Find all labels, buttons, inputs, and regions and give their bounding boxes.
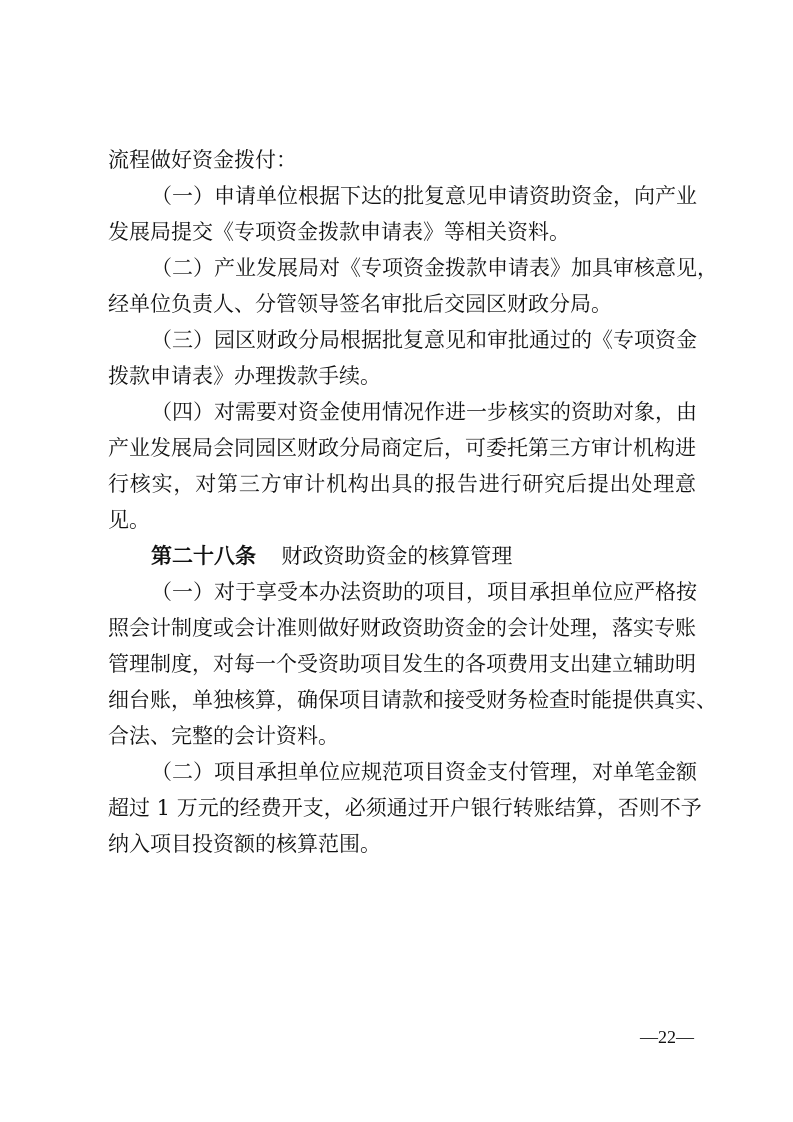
text-line: （一）对于享受本办法资助的项目，项目承担单位应严格按 [151, 580, 697, 604]
text-line: （二）产业发展局对《专项资金拨款申请表》加具审核意见， [151, 256, 718, 280]
text-line: （四）对需要对资金使用情况作进一步核实的资助对象，由 [151, 400, 697, 424]
text-line: 管理制度，对每一个受资助项目发生的各项费用支出建立辅助明 [108, 652, 696, 676]
article-number: 第二十八条 [151, 543, 256, 568]
text-line: 细台账，单独核算，确保项目请款和接受财务检查时能提供真实、 [108, 688, 717, 712]
page-number: —22— [640, 1027, 694, 1047]
article-heading-line [108, 544, 696, 580]
text-line: 见。 [108, 508, 150, 532]
text-line: 拨款申请表》办理拨款手续。 [108, 364, 381, 388]
text-line: 超过 1 万元的经费开支，必须通过开户银行转账结算，否则不予 [108, 796, 702, 820]
article-title: 财政资助资金的核算管理 [281, 544, 513, 568]
text-line: 纳入项目投资额的核算范围。 [108, 832, 381, 856]
text-line: 流程做好资金拨付： [108, 148, 297, 172]
text-line: 合法、完整的会计资料。 [108, 724, 339, 748]
text-line: （一）申请单位根据下达的批复意见申请资助资金，向产业 [151, 184, 697, 208]
text-line: 照会计制度或会计准则做好财政资助资金的会计处理，落实专账 [108, 616, 696, 640]
text-line: （三）园区财政分局根据批复意见和审批通过的《专项资金 [151, 328, 697, 352]
text-line: 经单位负责人、分管领导签名审批后交园区财政分局。 [108, 292, 612, 316]
text-line: （二）项目承担单位应规范项目资金支付管理，对单笔金额 [151, 760, 697, 784]
text-line: 行核实，对第三方审计机构出具的报告进行研究后提出处理意 [108, 472, 696, 496]
text-line: 产业发展局会同园区财政分局商定后，可委托第三方审计机构进 [108, 436, 696, 460]
document-body [108, 148, 718, 868]
text-line: 发展局提交《专项资金拨款申请表》等相关资料。 [108, 220, 570, 244]
